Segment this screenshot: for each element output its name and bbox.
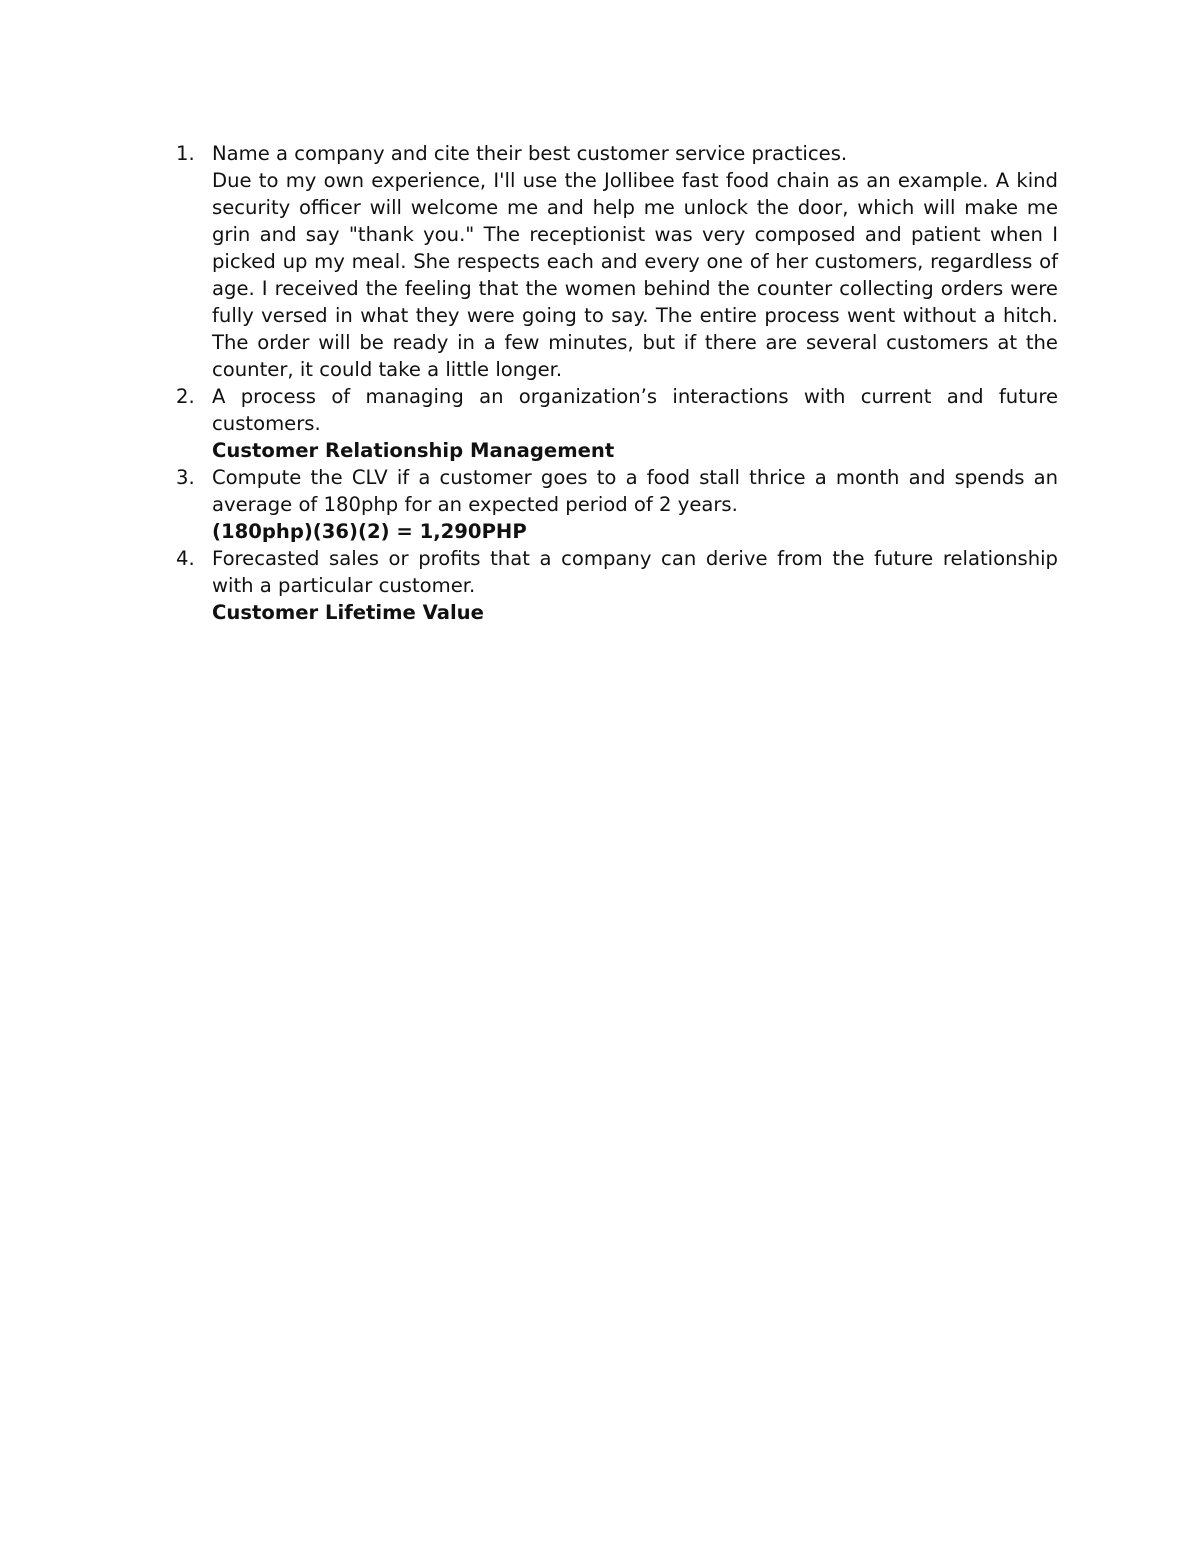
- answer-text: (180php)(36)(2) = 1,290PHP: [212, 520, 527, 543]
- item-number: 1.: [176, 142, 195, 165]
- list-item-1: [174, 140, 1058, 383]
- answer-text: Customer Relationship Management: [212, 439, 615, 462]
- item-number: 4.: [176, 547, 195, 570]
- question-text: Forecasted sales or profits that a company can derive from the future relationship with a particular customer.: [212, 547, 1058, 597]
- question-list: [174, 140, 1058, 626]
- list-item-4: [174, 545, 1058, 626]
- item-number: 2.: [176, 385, 195, 408]
- list-item-2: [174, 383, 1058, 464]
- item-number: 3.: [176, 466, 195, 489]
- question-text: Compute the CLV if a customer goes to a food stall thrice a month and spends an average of 180php for an expected period of 2 years.: [212, 466, 1058, 516]
- answer-text: Due to my own experience, I'll use the Jollibee fast food chain as an example. A kind security officer will welcome me and help me unlock the door, which will make me grin and say "thank you." The receptionist was very composed and patient when I picked up my meal. She respects each and every one of her customers, regardless of age. I received the feeling that the women behind the counter collecting orders were fully versed in what they were going to say. The entire process went without a hitch. The order will be ready in a few minutes, but if there are several customers at the counter, it could take a little longer.: [212, 169, 1058, 381]
- answer-text: Customer Lifetime Value: [212, 601, 484, 624]
- question-text: Name a company and cite their best customer service practices.: [212, 142, 848, 165]
- question-text: A process of managing an organization’s interactions with current and future customers.: [212, 385, 1058, 435]
- list-item-3: [174, 464, 1058, 545]
